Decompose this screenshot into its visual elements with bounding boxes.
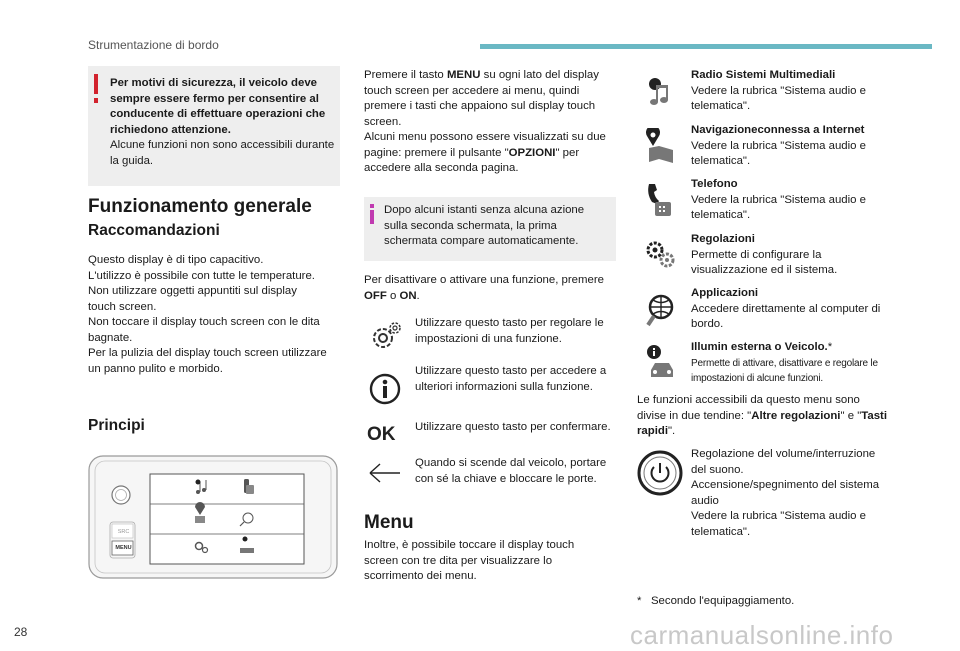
intro-p2-pre: Alcuni menu possono essere visualizzati su due pagine: premere il pulsante " [364, 131, 606, 159]
item-title: Telefono [691, 178, 738, 190]
warning-icon [93, 74, 99, 104]
settings-desc: Utilizzare questo tasto per regolare le impostazioni di una funzione. [415, 317, 604, 345]
toggle-post: . [416, 289, 420, 302]
menu-item-settings [691, 232, 891, 279]
tendine-b1: Altre regolazioni [751, 409, 841, 422]
phone-icon [645, 182, 675, 218]
item-title: Applicazioni [691, 287, 759, 299]
intro-text [364, 68, 616, 177]
info-icon [369, 204, 375, 224]
information-icon [368, 372, 402, 406]
tendine-mid: " e " [840, 409, 862, 422]
warning-bold: Per motivi di sicurezza, il veicolo deve sempre essere fermo per consentire al conducente di effettuare operazioni che richiedono attenzione. [110, 77, 326, 136]
toggle-pre: Per disattivare o attivare una funzione, premere [364, 274, 604, 286]
text-line: bagnate. [88, 331, 133, 344]
menu-text: Inoltre, è possibile toccare il display touch screen con tre dita per visualizzare lo scorrimento dei menu. [364, 539, 575, 582]
toggle-off: OFF [364, 289, 387, 302]
touchscreen-illustration [88, 455, 338, 579]
apps-icon [645, 294, 677, 328]
item-text: Vedere la rubrica "Sistema audio e telematica". [691, 139, 867, 167]
navigation-icon [645, 128, 675, 164]
information-desc: Utilizzare questo tasto per accedere a ulteriori informazioni sulla funzione. [415, 365, 607, 393]
back-arrow-icon [368, 462, 402, 484]
menu-button-label: MENU [115, 545, 132, 551]
page-title: Funzionamento generale [88, 196, 312, 217]
item-text: Vedere la rubrica "Sistema audio e telematica". [691, 84, 867, 112]
power-knob-icon [637, 450, 683, 496]
item-text: Permette di configurare la visualizzazione ed il sistema. [691, 248, 838, 276]
header-accent-bar [480, 44, 932, 49]
menu-title: Menu [364, 512, 414, 533]
src-button-label: SRC [117, 529, 130, 535]
text-line: touch screen. [88, 300, 157, 313]
menu-item-radio [691, 68, 891, 115]
menu-item-vehicle [691, 340, 896, 387]
menu-item-phone [691, 177, 891, 224]
item-text: Accedere direttamente al computer di bordo. [691, 302, 881, 330]
back-desc: Quando si scende dal veicolo, portare con sé la chiave e bloccare le porte. [415, 457, 607, 485]
intro-p2-bold: OPZIONI [508, 146, 556, 159]
menu-item-apps [691, 286, 891, 333]
page-number: 28 [14, 625, 28, 639]
item-title: Illumin esterna o Veicolo. [691, 341, 828, 353]
subtitle-raccomandazioni: Raccomandazioni [88, 222, 220, 239]
text-line: un panno pulito e morbido. [88, 362, 223, 375]
item-text: Permette di attivare, disattivare e regolare le impostazioni di alcune funzioni. [691, 357, 878, 384]
toggle-mid: o [386, 289, 400, 302]
ok-icon: OK [367, 424, 396, 445]
footnote-star: * [637, 595, 642, 607]
info-text: Dopo alcuni istanti senza alcuna azione sulla seconda schermata, la prima schermata compare automaticamente. [384, 204, 585, 247]
item-title: Navigazioneconnessa a Internet [691, 124, 865, 136]
menu-item-navigation [691, 123, 891, 170]
intro-p2-post: " per accedere alla seconda pagina. [364, 146, 580, 174]
item-star: * [827, 341, 833, 353]
toggle-on: ON [399, 289, 417, 302]
item-title: Regolazioni [691, 233, 755, 245]
music-icon [645, 76, 675, 108]
intro-p1-pre: Premere il tasto [364, 69, 447, 81]
power-knob-desc: Regolazione del volume/interruzione del suono. Accensione/spegnimento del sistema audio Vedere la rubrica "Sistema audio e telematica". [691, 448, 880, 538]
tendine-b2: Tasti rapidi [637, 409, 887, 437]
footnote [637, 594, 887, 610]
warning-plain: Alcune funzioni non sono accessibili durante la guida. [110, 139, 335, 167]
tendine-post: ". [668, 425, 676, 437]
watermark: carmanualsonline.info [630, 620, 894, 650]
warning-text [110, 76, 335, 169]
intro-p1-post: su ogni lato del display touch screen per accedere ai menu, quindi premere i tasti che appaiono sul display touch screen. [364, 69, 599, 128]
text-line: Non utilizzare oggetti appuntiti sul display [88, 285, 297, 297]
item-text: Vedere la rubrica "Sistema audio e telematica". [691, 193, 867, 221]
text-line: Non toccare il display touch screen con le dita [88, 316, 320, 328]
subtitle-principi: Principi [88, 417, 145, 434]
settings-gear-icon [645, 238, 677, 270]
vehicle-icon [645, 344, 677, 380]
ok-desc: Utilizzare questo tasto per confermare. [415, 421, 611, 433]
item-title: Radio Sistemi Multimediali [691, 69, 836, 81]
tendine-text [637, 393, 887, 440]
footnote-text: Secondo l'equipaggiamento. [650, 595, 795, 607]
recommendations-text [88, 253, 346, 377]
text-line: L'utilizzo è possibile con tutte le temperature. [88, 269, 315, 282]
tendine-pre: Le funzioni accessibili da questo menu sono divise in due tendine: " [637, 394, 860, 422]
toggle-text [364, 273, 620, 304]
text-line: Questo display è di tipo capacitivo. [88, 254, 264, 266]
text-line: Per la pulizia del display touch screen utilizzare [88, 347, 327, 359]
intro-p1-bold: MENU [446, 69, 481, 81]
section-title: Strumentazione di bordo [88, 38, 219, 52]
settings-icon [368, 320, 404, 352]
